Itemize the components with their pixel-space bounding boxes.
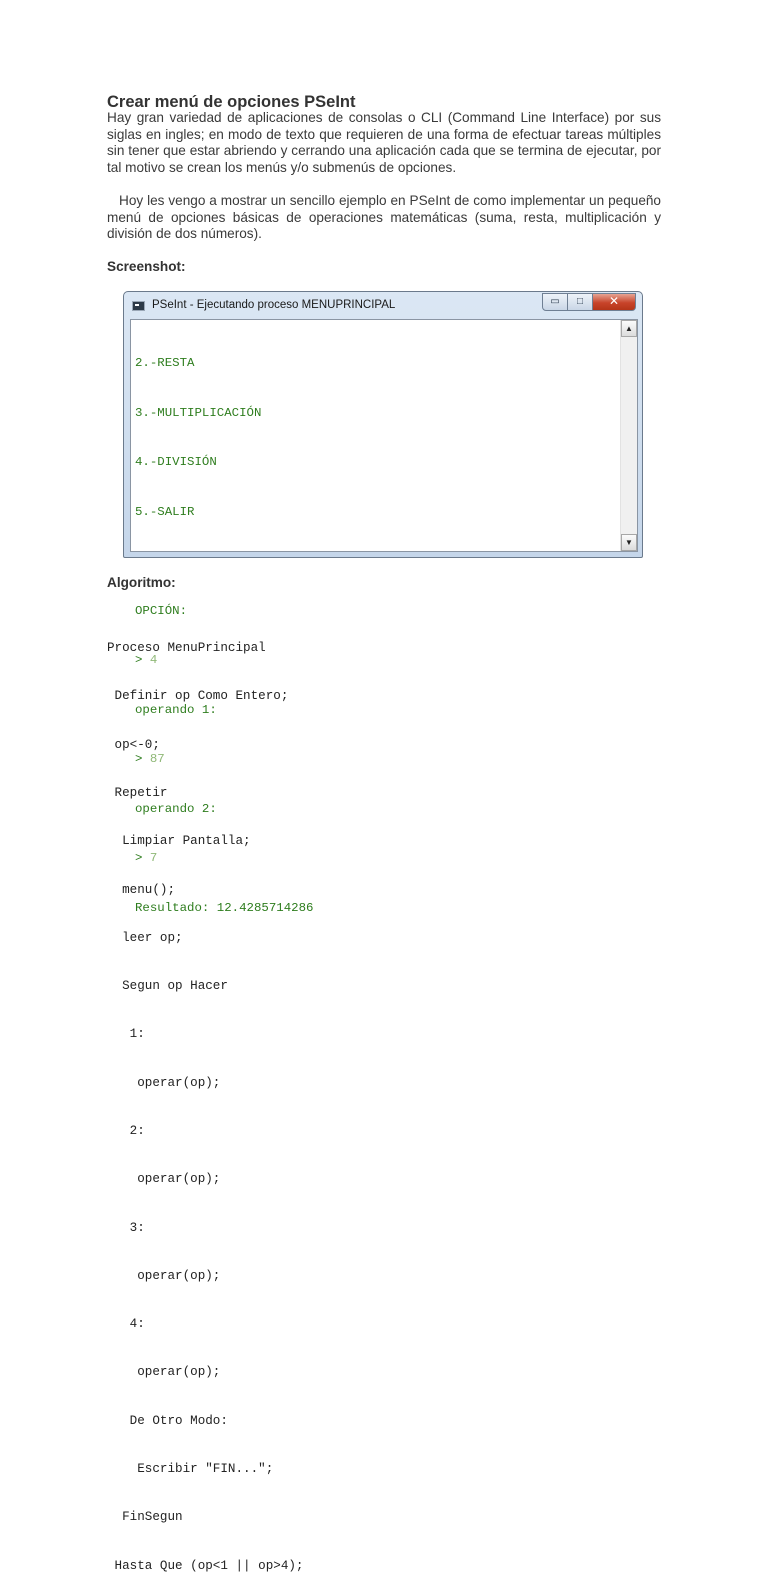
article-title: Crear menú de opciones PSeInt	[107, 93, 356, 111]
console-input-value: 87	[149, 752, 165, 766]
minimize-icon: ▭	[550, 296, 560, 307]
code-line: operar(op);	[107, 1172, 221, 1187]
code-line: op<-0;	[107, 737, 160, 752]
arrow-up-icon: ▲	[625, 324, 633, 333]
console-input-value: 7	[149, 851, 158, 865]
window-title: PSeInt - Ejecutando proceso MENUPRINCIPAL	[152, 299, 396, 311]
description-paragraph: Hoy les vengo a mostrar un sencillo ejemplo en PSeInt de como implementar un pequeño menú de opciones básicas de operaciones matemáticas (suma, resta, multiplicación y división de dos números).	[107, 193, 661, 242]
console-line: operando 2:	[135, 801, 217, 816]
code-line: 4:	[107, 1317, 145, 1332]
maximize-button[interactable]	[568, 293, 593, 311]
code-line: 1:	[107, 1027, 145, 1042]
close-button[interactable]	[593, 293, 636, 311]
code-line: 2:	[107, 1124, 145, 1138]
console-line: 5.-SALIR	[135, 504, 195, 519]
code-line: 3:	[107, 1220, 145, 1235]
code-line: Escribir "FIN...";	[107, 1461, 274, 1476]
prompt-symbol: >	[135, 653, 143, 667]
code-line: Proceso MenuPrincipal	[107, 641, 266, 656]
console-line: 4.-DIVISIÓN	[135, 455, 217, 469]
code-line: operar(op);	[107, 1268, 221, 1283]
console-line: 3.-MULTIPLICACIÓN	[135, 405, 262, 420]
scroll-down-button[interactable]	[621, 534, 637, 551]
console-line	[135, 553, 313, 570]
console-line: OPCIÓN:	[135, 603, 188, 618]
code-line: Definir op Como Entero;	[107, 689, 289, 704]
console-line: 2.-RESTA	[135, 356, 195, 370]
code-line: De Otro Modo:	[107, 1413, 228, 1428]
code-line: FinSegun	[107, 1510, 183, 1525]
code-block	[107, 608, 304, 1590]
code-line: operar(op);	[107, 1075, 221, 1090]
window-titlebar[interactable]	[124, 292, 642, 319]
screenshot-heading: Screenshot:	[107, 259, 186, 274]
code-line: Segun op Hacer	[107, 979, 228, 994]
console-input-value: 4	[149, 653, 158, 667]
algorithm-heading: Algoritmo:	[107, 575, 176, 590]
code-line: menu();	[107, 882, 176, 897]
prompt-symbol: >	[135, 752, 143, 766]
scroll-up-button[interactable]	[621, 320, 637, 337]
minimize-button[interactable]	[542, 293, 568, 311]
code-line: Limpiar Pantalla;	[107, 834, 251, 849]
code-line: Hasta Que (op<1 || op>4);	[107, 1558, 304, 1573]
prompt-symbol: >	[135, 851, 143, 865]
maximize-icon: □	[576, 296, 584, 307]
console-line: operando 1:	[135, 702, 217, 717]
window-controls	[542, 293, 636, 311]
code-line: Repetir	[107, 786, 168, 801]
console-app-icon	[132, 301, 145, 311]
vertical-scrollbar[interactable]	[620, 320, 637, 551]
code-line: operar(op);	[107, 1365, 221, 1380]
arrow-down-icon: ▼	[625, 538, 633, 547]
close-icon: ✕	[608, 294, 620, 308]
console-result-line: Resultado: 12.4285714286	[135, 900, 314, 915]
code-line: leer op;	[107, 930, 183, 945]
intro-paragraph: Hay gran variedad de aplicaciones de consolas o CLI (Command Line Interface) por sus siglas en ingles; en modo de texto que requieren de una forma de efectuar tareas múltiples sin tener que estar abriendo y cerrando una aplicación cada que se termina de ejecutar, por tal motivo se crean los menús y/o submenús de opciones.	[107, 110, 661, 176]
